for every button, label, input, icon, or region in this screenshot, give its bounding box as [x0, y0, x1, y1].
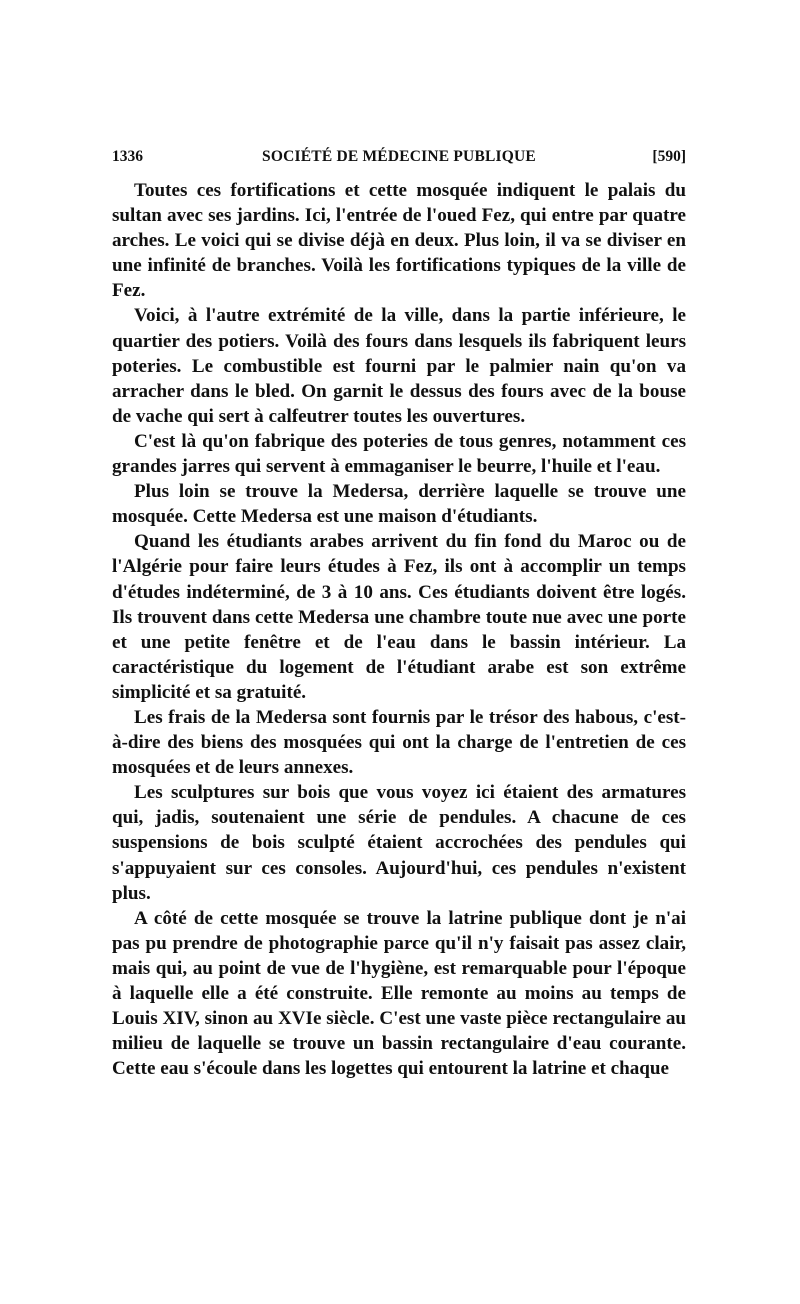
- running-title: SOCIÉTÉ DE MÉDECINE PUBLIQUE: [262, 148, 536, 165]
- body-text: [112, 178, 686, 1081]
- paragraph: Plus loin se trouve la Medersa, derrière laquelle se trouve une mosquée. Cette Medersa est une maison d'étudiants.: [112, 481, 686, 528]
- page-number: 1336: [112, 148, 143, 165]
- paragraph: Les frais de la Medersa sont fournis par le trésor des habous, c'est-à-dire des biens des mosquées qui ont la charge de l'entretien de ces mosquées et de leurs annexes.: [112, 706, 686, 779]
- paragraph: Les sculptures sur bois que vous voyez ici étaient des armatures qui, jadis, soutenaient une série de pendules. A chacune de ces suspensions de bois sculpté étaient accrochées des pendules qui s'appuyaient sur ces consoles. Aujourd'hui, ces pendules n'existent plus.: [112, 782, 686, 904]
- paragraph: A côté de cette mosquée se trouve la latrine publique dont je n'ai pas pu prendre de photographie parce qu'il n'y faisait pas assez clair, mais qui, au point de vue de l'hygiène, est remarquable pour l'époque à laquelle elle a été construite. Elle remonte au moins au temps de Louis XIV, sinon au XVIe siècle. C'est une vaste pièce rectangulaire au milieu de laquelle se trouve un bassin rectangulaire d'eau courante. Cette eau s'écoule dans les logettes qui entourent la latrine et chaque: [112, 907, 686, 1080]
- paragraph: Toutes ces fortifications et cette mosquée indiquent le palais du sultan avec ses jardins. Ici, l'entrée de l'oued Fez, qui entre par quatre arches. Le voici qui se divise déjà en deux. Plus loin, il va se diviser en une infinité de branches. Voilà les fortifications typiques de la ville de Fez.: [112, 180, 686, 302]
- paragraph: C'est là qu'on fabrique des poteries de tous genres, notamment ces grandes jarres qui servent à emmaganiser le beurre, l'huile et l'eau.: [112, 430, 686, 478]
- paragraph: Voici, à l'autre extrémité de la ville, dans la partie inférieure, le quartier des potiers. Voilà des fours dans lesquels ils fabriquent leurs poteries. Le combustible est fourni par le palmier nain qu'on va arracher dans le bled. On garnit le dessus des fours avec de la bouse de vache qui sert à calfeutrer toutes les ouvertures.: [112, 305, 686, 427]
- page-header: [112, 145, 686, 169]
- bracket-page-number: [590]: [652, 148, 686, 165]
- paragraph: Quand les étudiants arabes arrivent du fin fond du Maroc ou de l'Algérie pour faire leurs études à Fez, ils ont à accomplir un temps d'études indéterminé, de 3 à 10 ans. Ces étudiants doivent être logés. Ils trouvent dans cette Medersa une chambre toute nue avec une porte et une petite fenêtre et de l'eau dans le bassin intérieur. La caractéristique du logement de l'étudiant arabe est son extrême simplicité et sa gratuité.: [112, 531, 686, 703]
